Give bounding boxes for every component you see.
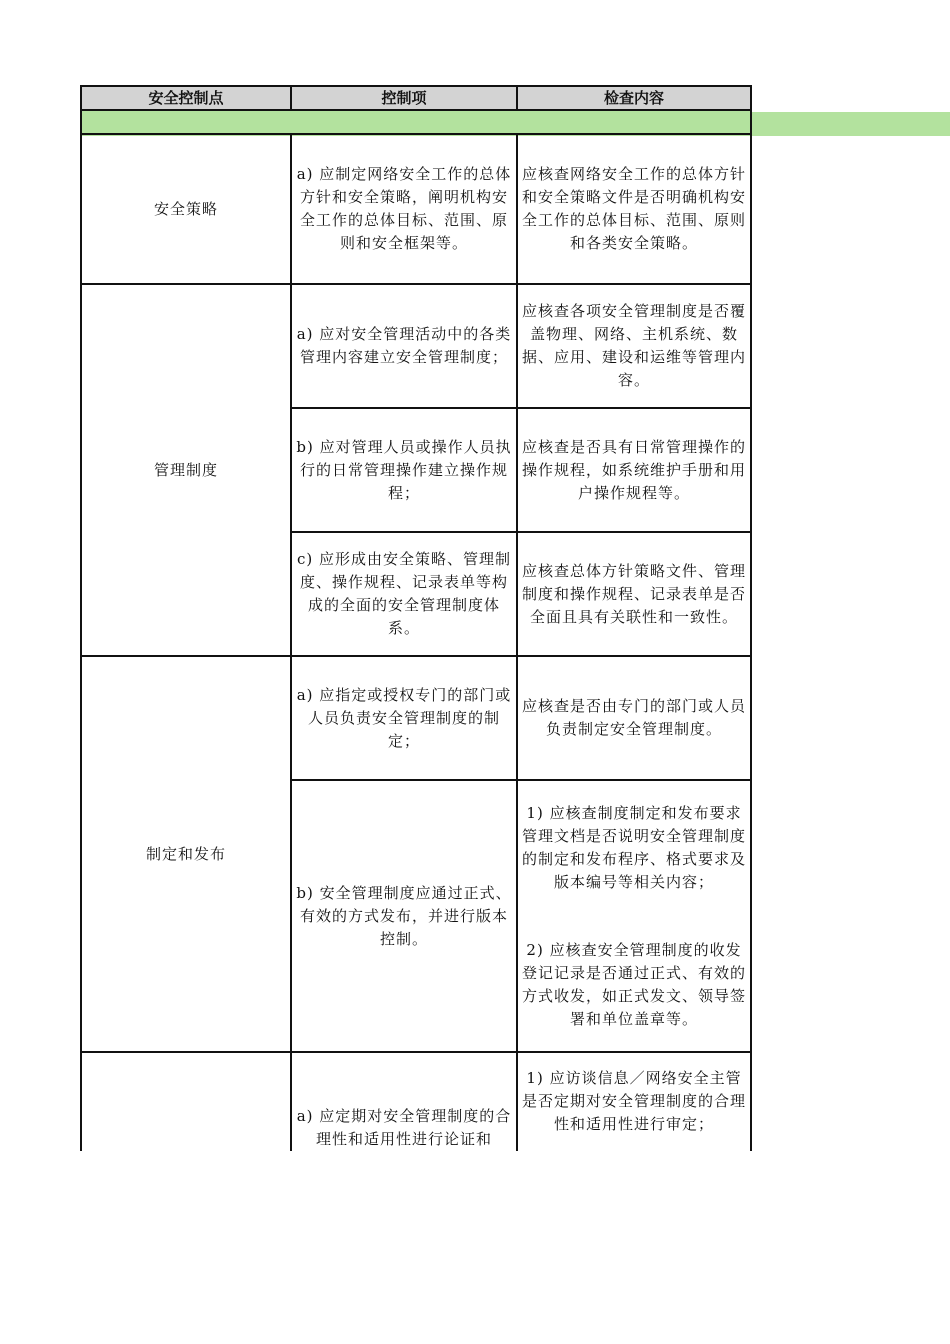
- control-item: a) 应制定网络安全工作的总体方针和安全策略，阐明机构安全工作的总体目标、范围、原则和安全框架等。: [291, 134, 517, 284]
- header-control-point: 安全控制点: [81, 86, 291, 110]
- check-content-part-1: 1) 应核查制度制定和发布要求管理文档是否说明安全管理制度的制定和发布程序、格式要求及版本编号等相关内容；: [521, 803, 746, 891]
- control-item: b) 应对管理人员或操作人员执行的日常管理操作建立操作规程；: [291, 408, 517, 532]
- control-point-system: 管理制度: [81, 284, 291, 656]
- control-item: c) 应形成由安全策略、管理制度、操作规程、记录表单等构成的全面的安全管理制度体系。: [291, 532, 517, 656]
- control-item: a) 应定期对安全管理制度的合理性和适用性进行论证和: [291, 1052, 517, 1151]
- check-content: [517, 780, 751, 1052]
- control-item: a) 应指定或授权专门的部门或人员负责安全管理制度的制定；: [291, 656, 517, 780]
- table-row: [81, 134, 751, 284]
- check-content: 应核查是否具有日常管理操作的操作规程，如系统维护手册和用户操作规程等。: [517, 408, 751, 532]
- section-separator-row: [81, 110, 751, 134]
- check-content-part-2: 2) 应核查安全管理制度的收发登记记录是否通过正式、有效的方式收发，如正式发文、领导签署和单位盖章等。: [521, 940, 746, 1028]
- table-row: [81, 284, 751, 408]
- control-point-publish: 制定和发布: [81, 656, 291, 1052]
- header-control-item: 控制项: [291, 86, 517, 110]
- check-content: 应核查总体方针策略文件、管理制度和操作规程、记录表单是否全面且具有关联性和一致性。: [517, 532, 751, 656]
- section-separator: [81, 110, 751, 134]
- control-item: b) 安全管理制度应通过正式、有效的方式发布，并进行版本控制。: [291, 780, 517, 1052]
- control-point-policy: 安全策略: [81, 134, 291, 284]
- check-content: 应核查网络安全工作的总体方针和安全策略文件是否明确机构安全工作的总体目标、范围、原则和各类安全策略。: [517, 134, 751, 284]
- control-table: [80, 85, 752, 1151]
- header-row: [81, 86, 751, 110]
- control-point-review: [81, 1052, 291, 1151]
- check-content: 应核查各项安全管理制度是否覆盖物理、网络、主机系统、数据、应用、建设和运维等管理内容。: [517, 284, 751, 408]
- table-row: [81, 1052, 751, 1151]
- table-row: [81, 656, 751, 780]
- control-item: a) 应对安全管理活动中的各类管理内容建立安全管理制度；: [291, 284, 517, 408]
- header-check-content: 检查内容: [517, 86, 751, 110]
- check-content: 应核查是否由专门的部门或人员负责制定安全管理制度。: [517, 656, 751, 780]
- check-content: 1) 应访谈信息／网络安全主管是否定期对安全管理制度的合理性和适用性进行审定；: [517, 1052, 751, 1151]
